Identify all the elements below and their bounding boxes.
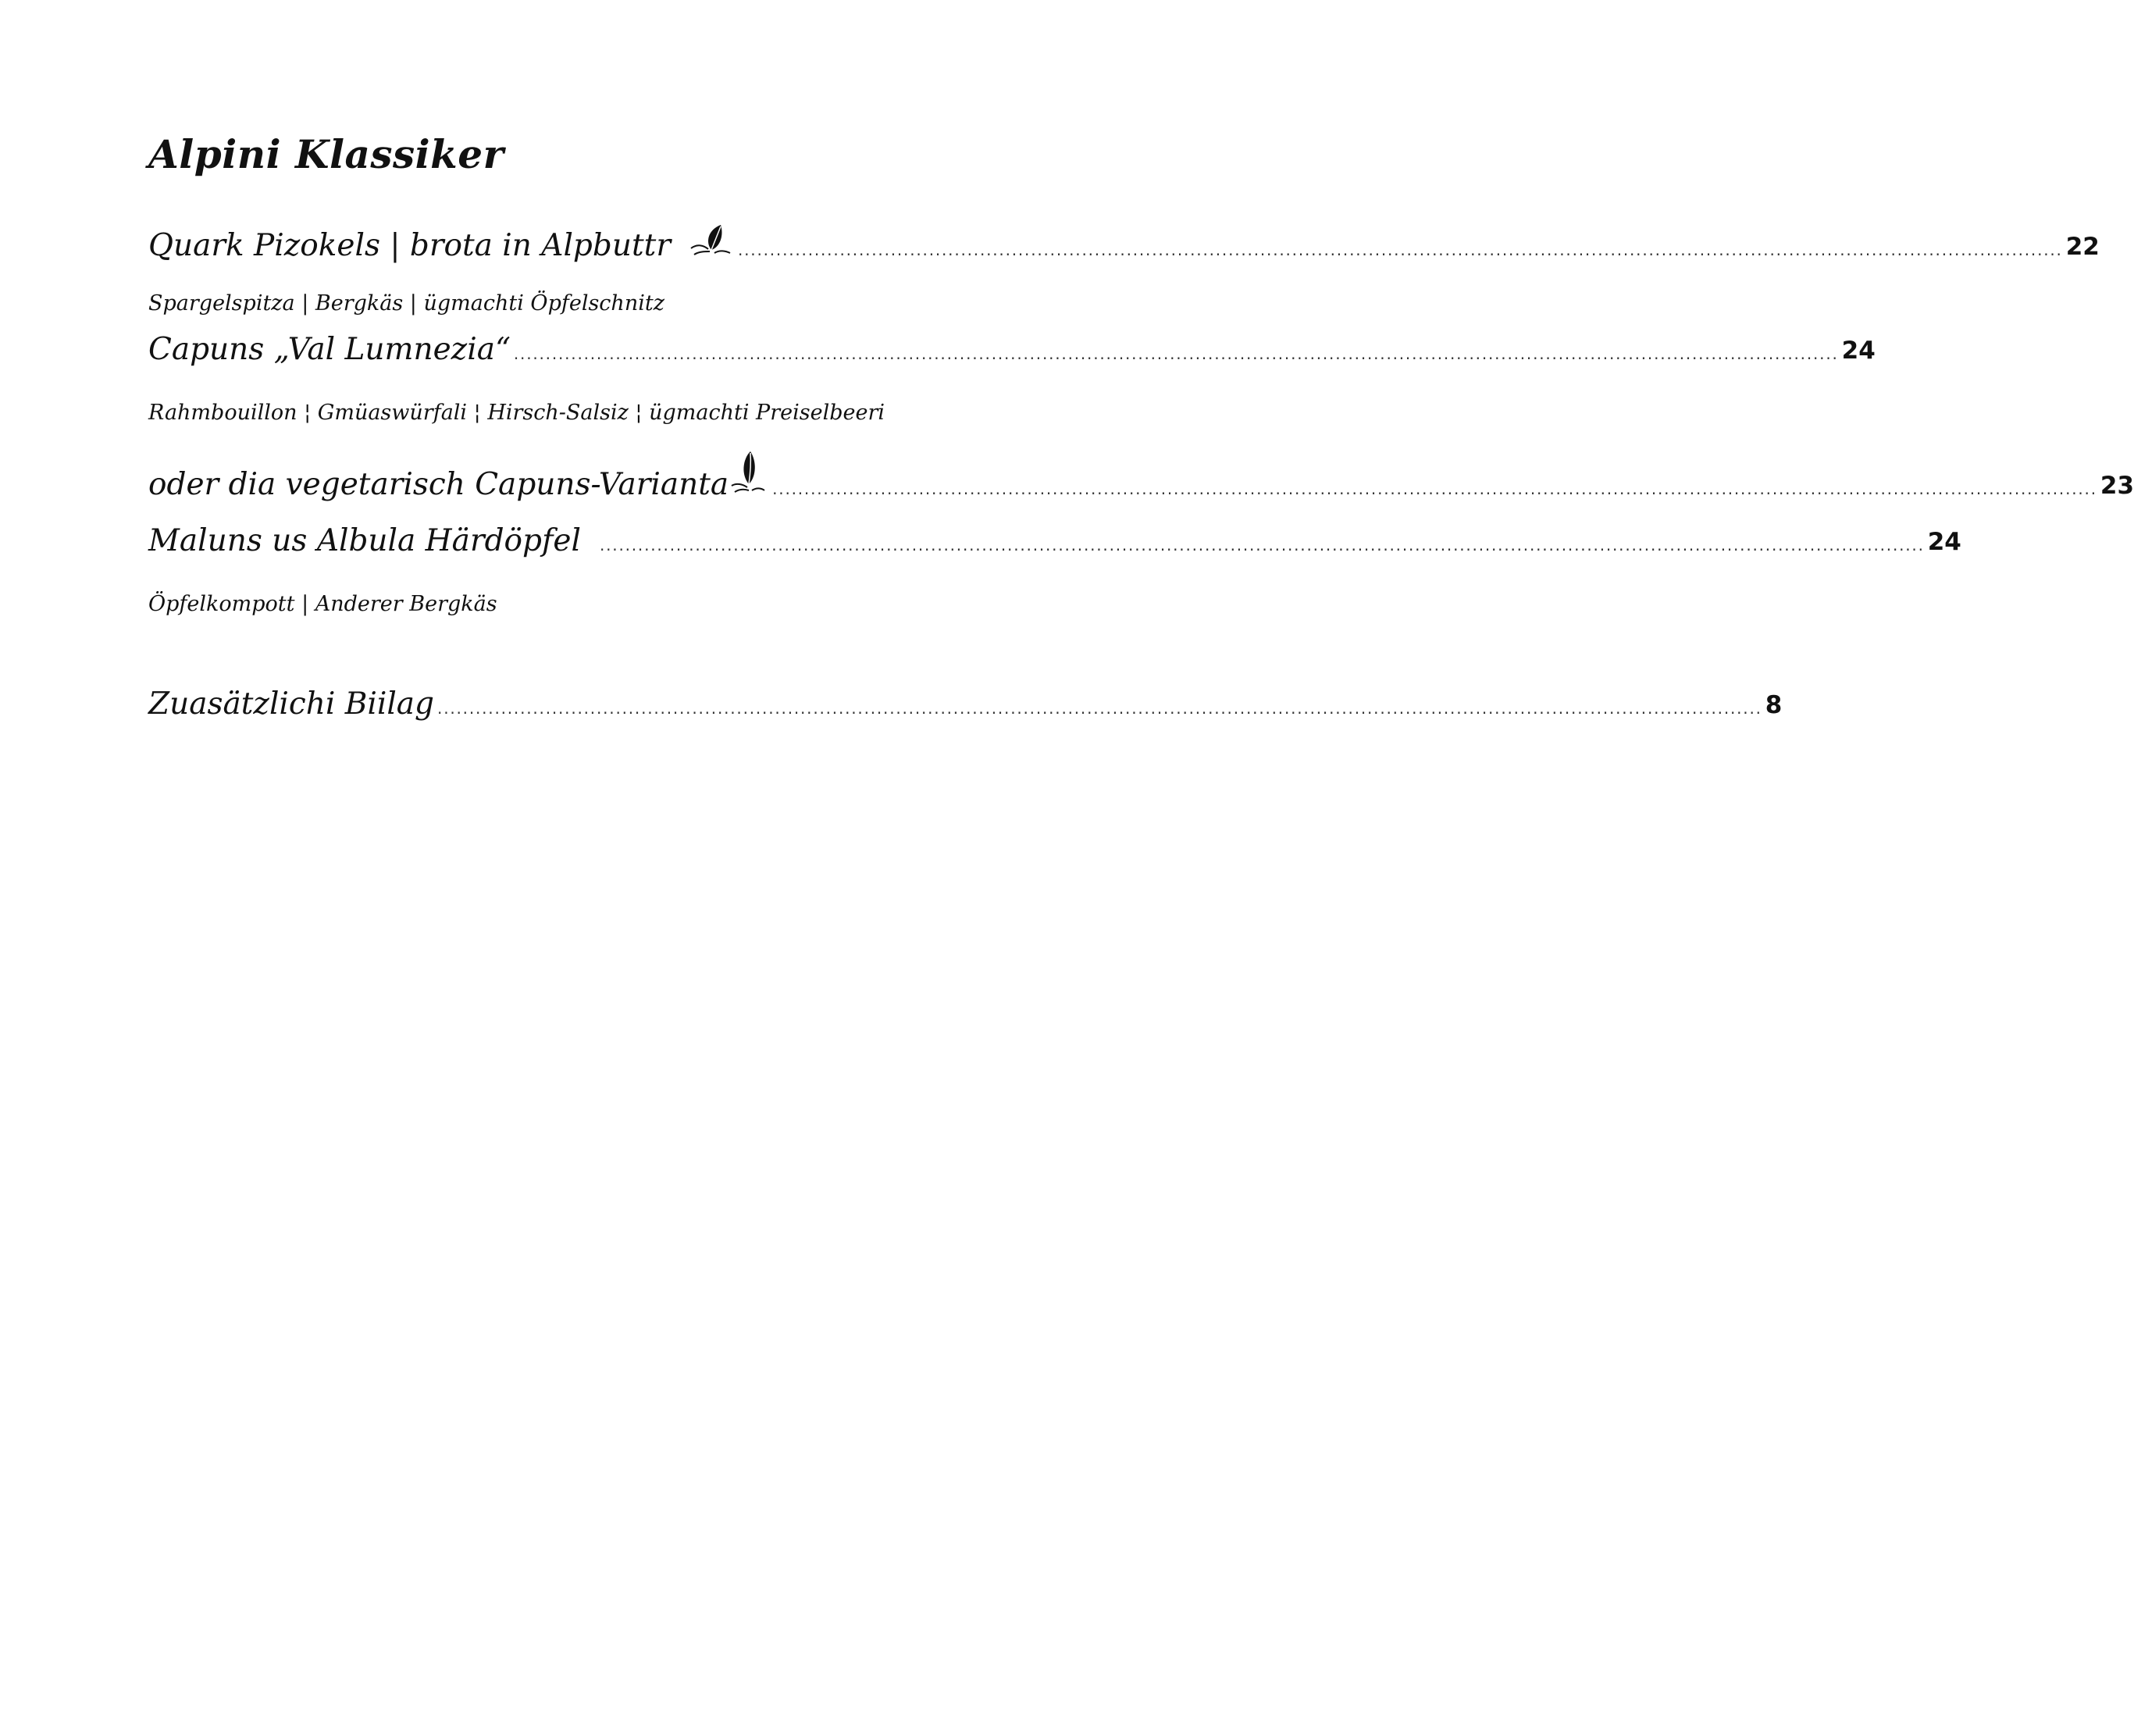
menu-item <box>148 223 2100 263</box>
menu-item-name: oder dia vegetarisch Capuns-Varianta <box>148 467 729 502</box>
dot-leader: ................................................................................................................................................................................................................ <box>772 479 2097 498</box>
menu-item-price: 24 <box>1927 528 1961 556</box>
menu-item-price: 8 <box>1765 691 1783 719</box>
dot-leader: ................................................................................................................................................................................................................ <box>513 344 1839 363</box>
dot-leader: ................................................................................................................................................................................................................ <box>437 699 1762 718</box>
menu-item-name: Capuns „Val Lumnezia“ <box>148 332 511 367</box>
dot-leader: ................................................................................................................................................................................................................ <box>599 536 1925 554</box>
menu-item <box>148 523 1961 558</box>
menu-item-price: 23 <box>2100 472 2134 500</box>
dot-leader: ................................................................................................................................................................................................................ <box>737 241 2063 259</box>
menu-item-price: 22 <box>2065 233 2100 261</box>
menu-item-name: Maluns us Albula Härdöpfel <box>148 523 581 558</box>
menu-item-description: Rahmbouillon ¦ Gmüaswürfali ¦ Hirsch-Salsiz ¦ ügmachti Preiselbeeri <box>148 401 885 425</box>
section-title: Alpini Klassiker <box>148 131 504 177</box>
leaf-icon <box>730 450 766 500</box>
menu-item-name: Zuasätzlichi Biilag <box>148 686 435 722</box>
menu-item-name: Quark Pizokels | brota in Alpbuttr <box>148 228 671 263</box>
menu-item-price: 24 <box>1841 337 1876 365</box>
menu-item <box>148 332 1876 367</box>
menu-item-description: Spargelspitza | Bergkäs | ügmachti Öpfelschnitz <box>148 291 664 315</box>
menu-item-description: Öpfelkompott | Anderer Bergkäs <box>148 592 497 616</box>
leaf-icon <box>688 223 732 261</box>
menu-item <box>148 686 1783 722</box>
menu-item <box>148 450 2134 502</box>
